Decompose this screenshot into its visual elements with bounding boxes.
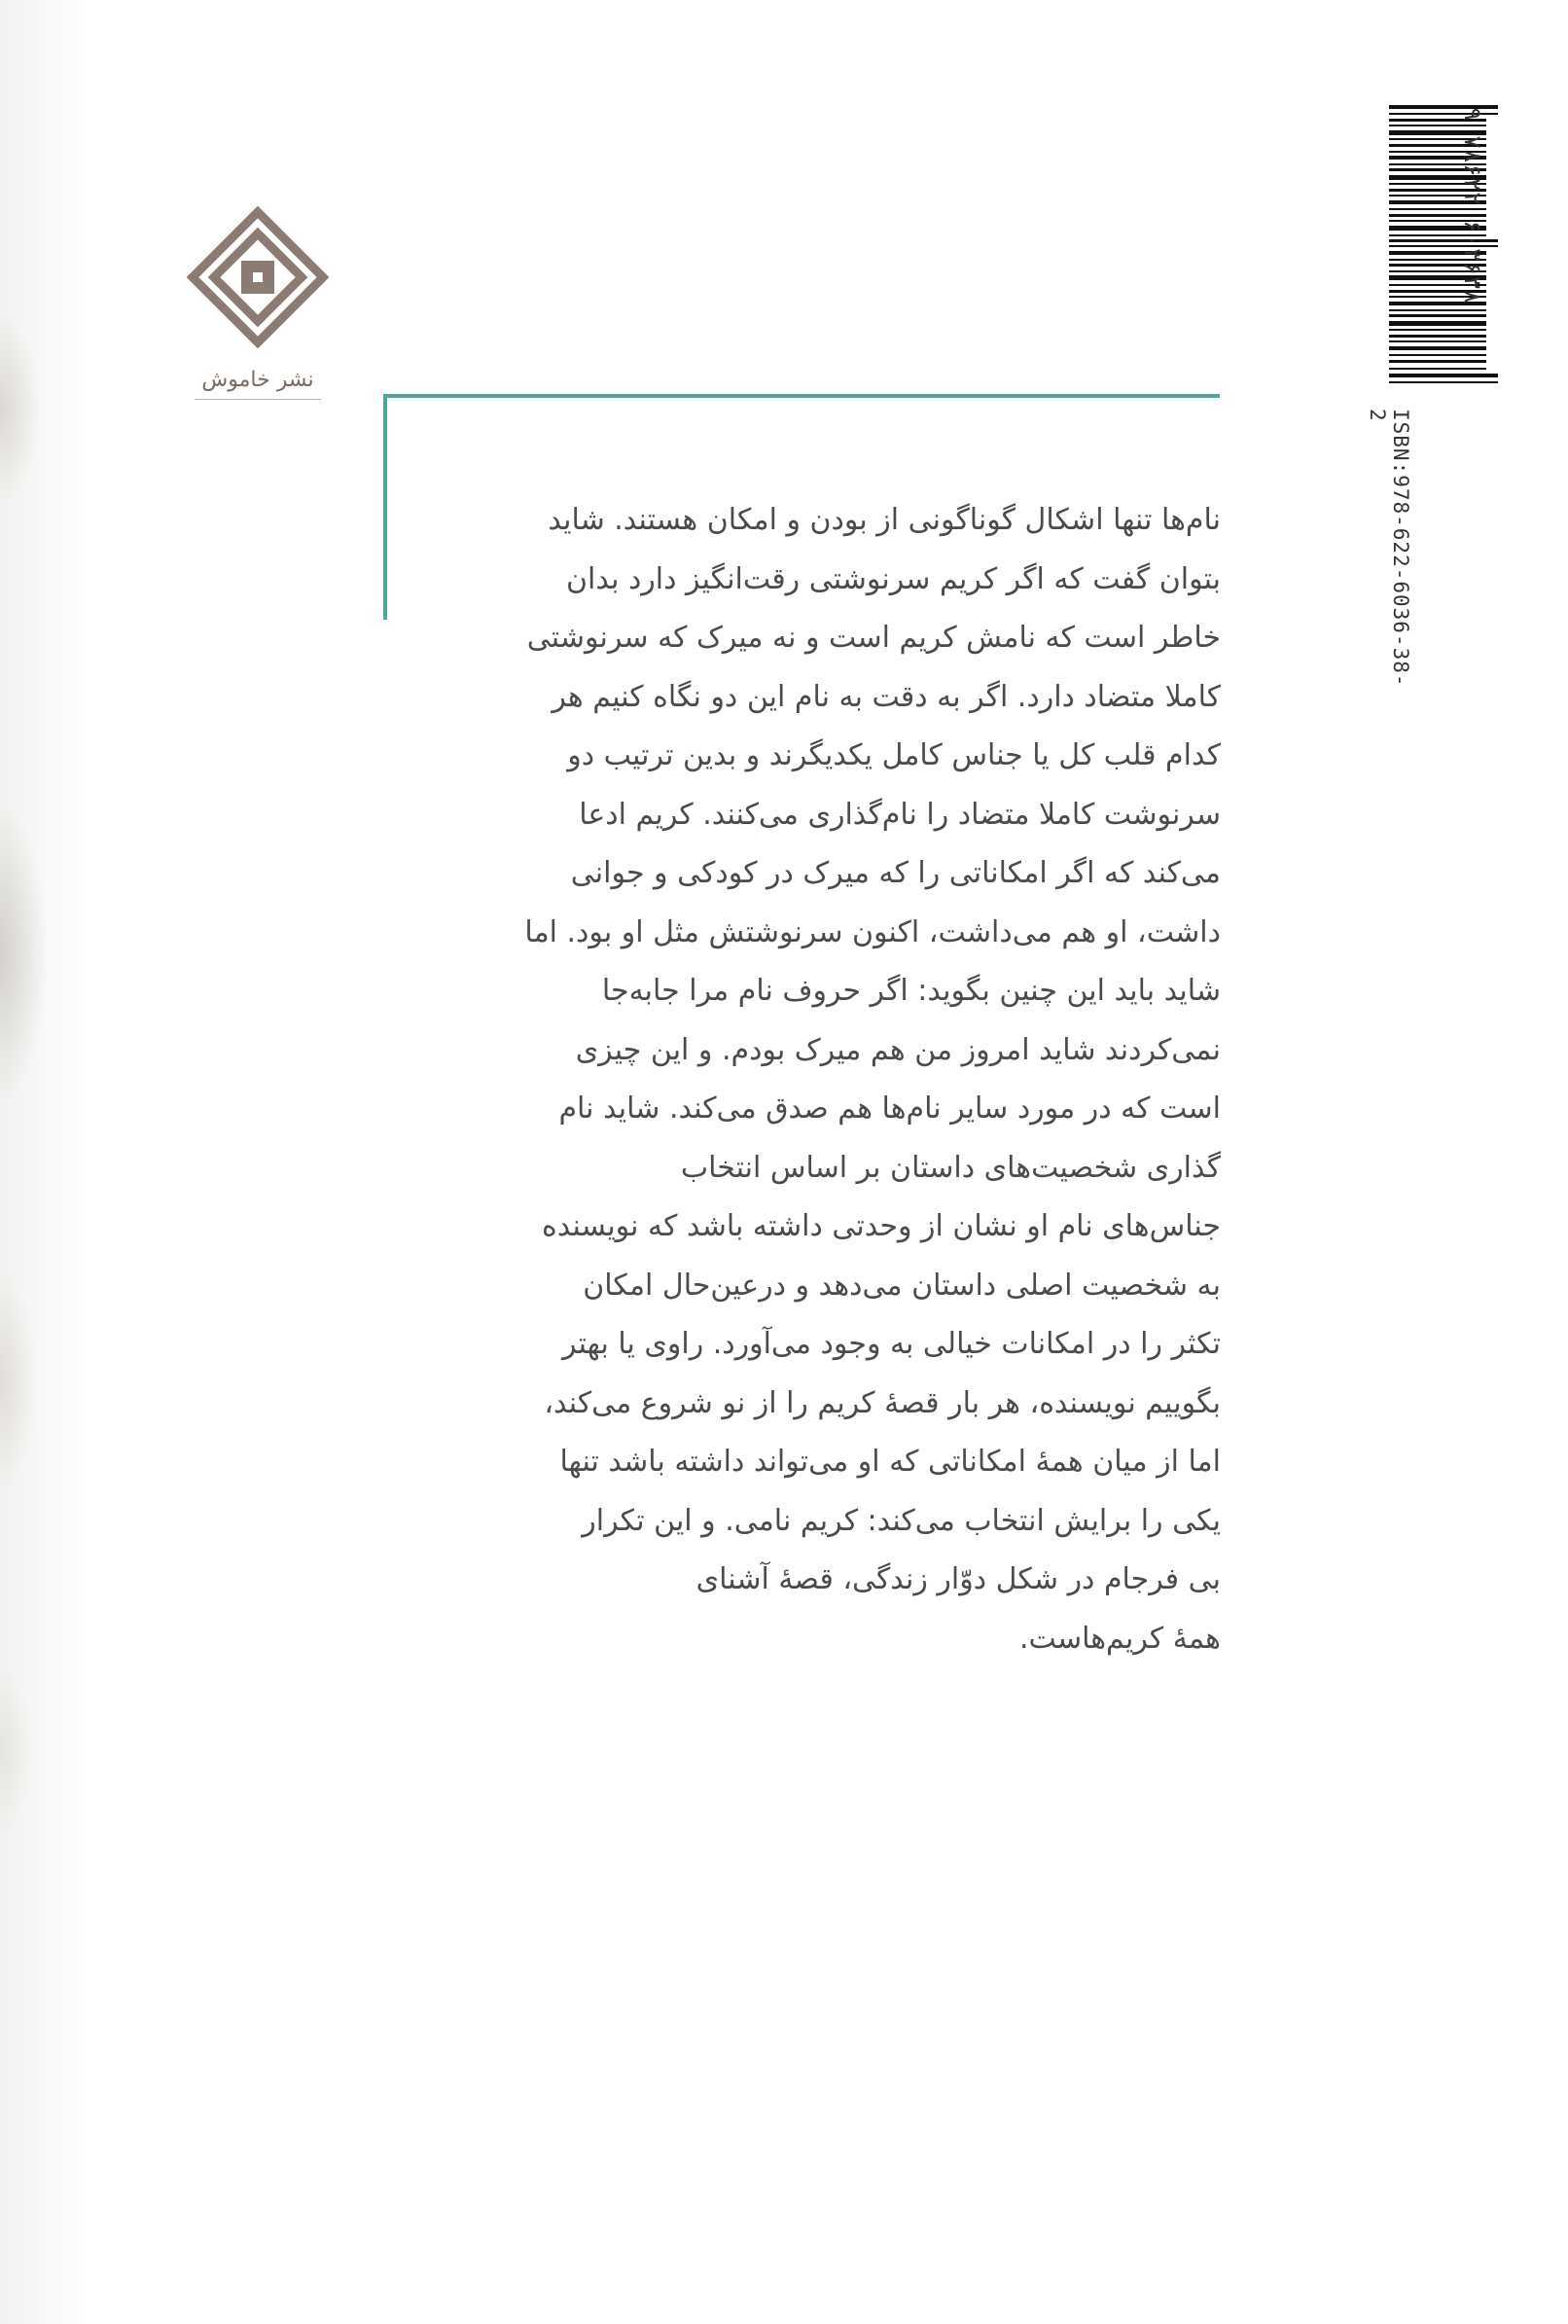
accent-frame-top: [383, 394, 1220, 398]
blurb-line: کدام قلب کل یا جناس کامل یکدیگرند و بدین ترتیب دو: [567, 738, 1221, 772]
blurb-line: شاید باید این چنین بگوید: اگر حروف نام مرا جابه‌جا: [601, 974, 1221, 1008]
accent-frame-left: [383, 394, 387, 620]
barcode-digits: ۹ ۷۸۶۲۲ ۶۰۳۶۳۸: [1459, 107, 1486, 304]
blurb-line: نام‌ها تنها اشکال گوناگونی از بودن و امکان هستند. شاید: [548, 503, 1221, 537]
blurb-line: به شخصیت اصلی داستان می‌دهد و درعین‌حال امکان: [583, 1268, 1221, 1303]
publisher-logo-icon: [185, 204, 331, 350]
blurb-line: کاملا متضاد دارد. اگر به دقت به نام این دو نگاه کنیم هر: [552, 679, 1221, 714]
blurb-line: بگوییم نویسنده، هر بار قصهٔ کریم را از نو شروع می‌کند،: [544, 1385, 1221, 1420]
blurb-line: اما از میان همهٔ امکاناتی که او می‌تواند داشته باشد تنها: [559, 1445, 1221, 1479]
blurb-line: جناس‌های نام او نشان از وحدتی داشته باشد که نویسنده: [542, 1209, 1221, 1243]
blurb-line: همهٔ کریم‌هاست.: [1018, 1621, 1221, 1656]
blurb-line: سرنوشت کاملا متضاد را نام‌گذاری می‌کنند. کریم ادعا: [579, 797, 1221, 832]
blurb-line: است که در مورد سایر نام‌ها هم صدق می‌کند. شاید نام: [558, 1091, 1221, 1126]
edge-texture: [0, 0, 88, 2324]
blurb-line: گذاری شخصیت‌های داستان بر اساس انتخاب: [680, 1150, 1221, 1185]
blurb-line: نمی‌کردند شاید امروز من هم میرک بودم. و این چیزی: [575, 1032, 1221, 1067]
back-cover-blurb: [457, 491, 1221, 1668]
blurb-line: بی فرجام در شکل دوّار زندگی، قصهٔ آشنای: [695, 1562, 1221, 1596]
blurb-line: یکی را برایش انتخاب می‌کند: کریم نامی. و این تکرار: [582, 1503, 1221, 1538]
blurb-line: داشت، او هم می‌داشت، اکنون سرنوشتش مثل او بود. اما: [524, 914, 1221, 949]
publisher-rule: [195, 399, 321, 400]
blurb-line: تکثر را در امکانات خیالی به وجود می‌آورد. راوی یا بهتر: [562, 1327, 1221, 1361]
isbn-number: ISBN:978-622-6036-38-2: [1366, 409, 1412, 688]
blurb-line: بتوان گفت که اگر کریم سرنوشتی رقت‌انگیز دارد بدان: [565, 561, 1221, 596]
publisher-name: نشر خاموش: [201, 368, 314, 392]
blurb-line: خاطر است که نامش کریم است و نه میرک که سرنوشتی: [526, 621, 1221, 655]
blurb-line: می‌کند که اگر امکاناتی را که میرک در کودکی و جوانی: [570, 856, 1221, 890]
